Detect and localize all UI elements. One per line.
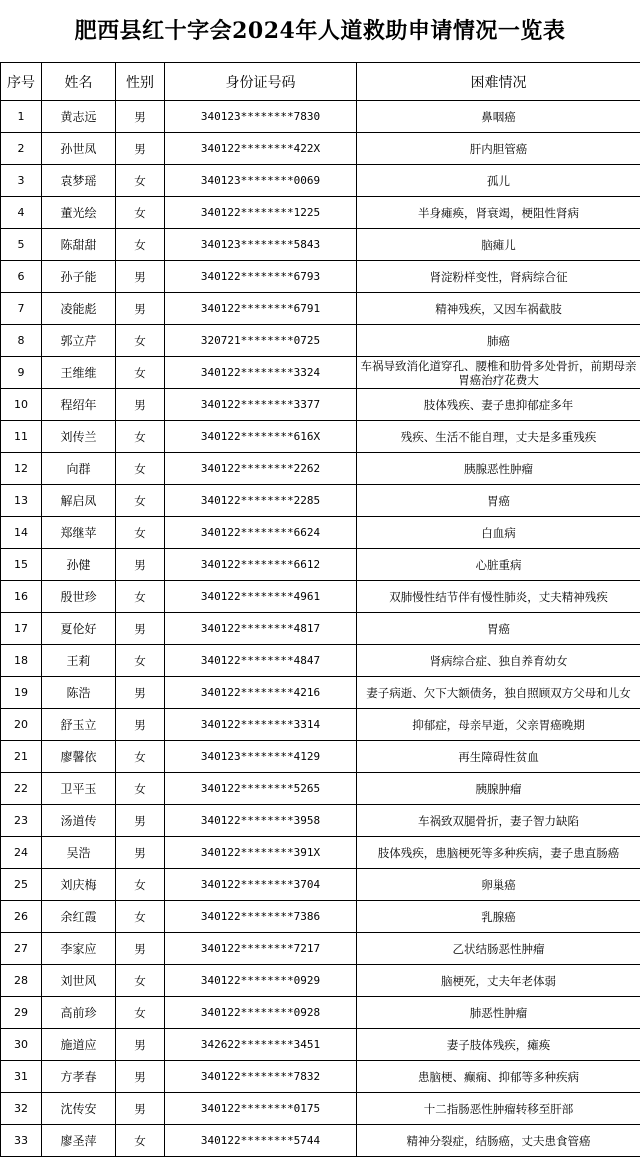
table-row [1,933,640,965]
row-situation: 精神分裂症，结肠癌，丈夫患食管癌 [357,1125,640,1157]
row-id-number: 340122********0929 [165,965,357,997]
row-gender: 男 [116,1061,165,1093]
row-seq: 12 [1,453,42,485]
row-gender: 女 [116,325,165,357]
row-gender: 女 [116,997,165,1029]
table-row [1,517,640,549]
row-name: 夏伦好 [42,613,116,645]
row-seq: 14 [1,517,42,549]
row-situation: 胃癌 [357,485,640,517]
row-name: 孙世凤 [42,133,116,165]
row-gender: 女 [116,453,165,485]
row-gender: 男 [116,389,165,421]
row-name: 方孝春 [42,1061,116,1093]
row-seq: 5 [1,229,42,261]
table-row [1,581,640,613]
row-gender: 女 [116,517,165,549]
header-name: 姓名 [42,63,116,101]
row-id-number: 340122********4961 [165,581,357,613]
row-seq: 28 [1,965,42,997]
row-seq: 33 [1,1125,42,1157]
row-name: 凌能彪 [42,293,116,325]
row-id-number: 340122********6791 [165,293,357,325]
row-situation: 乳腺癌 [357,901,640,933]
row-gender: 女 [116,165,165,197]
table-row [1,1061,640,1093]
row-id-number: 340122********3958 [165,805,357,837]
row-id-number: 340122********3314 [165,709,357,741]
row-seq: 9 [1,357,42,389]
row-seq: 31 [1,1061,42,1093]
row-seq: 18 [1,645,42,677]
row-gender: 男 [116,837,165,869]
table-body [1,101,640,1157]
table-row [1,901,640,933]
row-situation: 车祸致双腿骨折，妻子智力缺陷 [357,805,640,837]
row-situation: 肾病综合症、独自养育幼女 [357,645,640,677]
row-id-number: 340122********2262 [165,453,357,485]
page-title: 肥西县红十字会2024年人道救助申请情况一览表 [74,18,566,44]
row-id-number: 340122********3324 [165,357,357,389]
table-row [1,1029,640,1061]
row-name: 刘庆梅 [42,869,116,901]
table-row [1,389,640,421]
row-name: 黄志远 [42,101,116,133]
row-seq: 6 [1,261,42,293]
row-situation: 肺恶性肿瘤 [357,997,640,1029]
row-situation: 鼻咽癌 [357,101,640,133]
row-name: 吴浩 [42,837,116,869]
row-seq: 11 [1,421,42,453]
row-id-number: 340122********5265 [165,773,357,805]
row-situation: 孤儿 [357,165,640,197]
table-row [1,261,640,293]
row-gender: 男 [116,101,165,133]
row-id-number: 340122********6624 [165,517,357,549]
row-name: 陈浩 [42,677,116,709]
row-name: 余红霞 [42,901,116,933]
row-seq: 20 [1,709,42,741]
row-name: 高前珍 [42,997,116,1029]
row-name: 郭立芹 [42,325,116,357]
row-gender: 女 [116,1125,165,1157]
row-seq: 15 [1,549,42,581]
row-gender: 女 [116,901,165,933]
header-seq: 序号 [1,63,42,101]
row-seq: 2 [1,133,42,165]
row-seq: 23 [1,805,42,837]
table-row [1,229,640,261]
row-situation: 胰腺恶性肿瘤 [357,453,640,485]
row-seq: 21 [1,741,42,773]
table-row [1,677,640,709]
row-seq: 3 [1,165,42,197]
row-name: 向群 [42,453,116,485]
row-seq: 24 [1,837,42,869]
row-situation: 脑瘫儿 [357,229,640,261]
row-situation: 患脑梗、癫痫、抑郁等多种疾病 [357,1061,640,1093]
row-gender: 女 [116,229,165,261]
row-id-number: 340122********6793 [165,261,357,293]
row-seq: 7 [1,293,42,325]
row-id-number: 340122********5744 [165,1125,357,1157]
row-name: 郑继苹 [42,517,116,549]
row-gender: 男 [116,133,165,165]
row-situation: 妻子肢体残疾，瘫痪 [357,1029,640,1061]
row-situation: 再生障碍性贫血 [357,741,640,773]
row-id-number: 340123********4129 [165,741,357,773]
table-row [1,421,640,453]
row-gender: 男 [116,549,165,581]
row-name: 刘世风 [42,965,116,997]
table-row [1,805,640,837]
row-name: 施道应 [42,1029,116,1061]
table-row [1,837,640,869]
row-situation: 肢体残疾、妻子患抑郁症多年 [357,389,640,421]
table-row [1,869,640,901]
table-row [1,325,640,357]
row-gender: 男 [116,613,165,645]
row-id-number: 320721********0725 [165,325,357,357]
row-name: 廖馨依 [42,741,116,773]
table-row [1,485,640,517]
row-situation: 乙状结肠恶性肿瘤 [357,933,640,965]
row-gender: 男 [116,805,165,837]
row-seq: 29 [1,997,42,1029]
row-id-number: 340122********3704 [165,869,357,901]
row-id-number: 340122********2285 [165,485,357,517]
row-id-number: 340122********6612 [165,549,357,581]
row-seq: 10 [1,389,42,421]
table-row [1,645,640,677]
row-gender: 男 [116,1093,165,1125]
row-gender: 男 [116,709,165,741]
table-row [1,741,640,773]
row-name: 殷世珍 [42,581,116,613]
row-name: 陈甜甜 [42,229,116,261]
row-gender: 女 [116,421,165,453]
row-id-number: 340122********0928 [165,997,357,1029]
row-id-number: 340122********391X [165,837,357,869]
row-id-number: 340122********4817 [165,613,357,645]
row-situation: 胃癌 [357,613,640,645]
row-name: 解启凤 [42,485,116,517]
table-row [1,709,640,741]
row-seq: 19 [1,677,42,709]
row-gender: 男 [116,677,165,709]
aid-table [0,62,640,1157]
row-gender: 女 [116,965,165,997]
table-row [1,1125,640,1157]
header-situation: 困难情况 [357,63,640,101]
row-seq: 16 [1,581,42,613]
row-seq: 8 [1,325,42,357]
row-name: 董光绘 [42,197,116,229]
row-seq: 22 [1,773,42,805]
header-gender: 性别 [116,63,165,101]
row-id-number: 342622********3451 [165,1029,357,1061]
row-name: 袁梦瑶 [42,165,116,197]
row-situation: 抑郁症，母亲早逝，父亲胃癌晚期 [357,709,640,741]
table-row [1,165,640,197]
header-id-number: 身份证号码 [165,63,357,101]
table-row [1,293,640,325]
row-name: 程绍年 [42,389,116,421]
row-gender: 女 [116,485,165,517]
row-name: 沈传安 [42,1093,116,1125]
row-id-number: 340122********7386 [165,901,357,933]
row-id-number: 340122********616X [165,421,357,453]
row-id-number: 340122********3377 [165,389,357,421]
table-row [1,965,640,997]
row-situation: 肝内胆管癌 [357,133,640,165]
row-seq: 26 [1,901,42,933]
row-situation: 妻子病逝、欠下大额债务，独自照顾双方父母和儿女 [357,677,640,709]
row-gender: 女 [116,357,165,389]
row-name: 廖圣萍 [42,1125,116,1157]
row-situation: 肺癌 [357,325,640,357]
row-name: 汤道传 [42,805,116,837]
row-situation: 十二指肠恶性肿瘤转移至肝部 [357,1093,640,1125]
row-gender: 女 [116,581,165,613]
table-row [1,549,640,581]
row-situation: 胰腺肿瘤 [357,773,640,805]
row-name: 卫平玉 [42,773,116,805]
row-situation: 肾淀粉样变性，肾病综合征 [357,261,640,293]
row-seq: 30 [1,1029,42,1061]
row-id-number: 340123********0069 [165,165,357,197]
row-name: 孙健 [42,549,116,581]
table-row [1,613,640,645]
row-id-number: 340123********5843 [165,229,357,261]
row-id-number: 340122********4847 [165,645,357,677]
row-situation: 卵巢癌 [357,869,640,901]
row-situation: 车祸导致消化道穿孔、腰椎和肋骨多处骨折，前期母亲胃癌治疗花费大 [357,357,640,389]
row-gender: 男 [116,261,165,293]
table-row [1,357,640,389]
row-situation: 精神残疾，又因车祸截肢 [357,293,640,325]
table-row [1,453,640,485]
row-situation: 双肺慢性结节伴有慢性肺炎，丈夫精神残疾 [357,581,640,613]
row-gender: 男 [116,933,165,965]
row-id-number: 340122********7217 [165,933,357,965]
row-seq: 27 [1,933,42,965]
row-situation: 白血病 [357,517,640,549]
row-name: 舒玉立 [42,709,116,741]
row-situation: 心脏重病 [357,549,640,581]
row-id-number: 340122********0175 [165,1093,357,1125]
row-name: 李家应 [42,933,116,965]
row-name: 孙子能 [42,261,116,293]
row-gender: 女 [116,645,165,677]
table-row [1,197,640,229]
table-row [1,773,640,805]
row-situation: 脑梗死，丈夫年老体弱 [357,965,640,997]
row-seq: 17 [1,613,42,645]
row-gender: 女 [116,741,165,773]
row-seq: 32 [1,1093,42,1125]
row-situation: 肢体残疾，患脑梗死等多种疾病，妻子患直肠癌 [357,837,640,869]
row-seq: 13 [1,485,42,517]
table-row [1,997,640,1029]
row-gender: 女 [116,197,165,229]
table-row [1,133,640,165]
row-name: 王维维 [42,357,116,389]
row-gender: 女 [116,869,165,901]
table-row [1,1093,640,1125]
row-seq: 1 [1,101,42,133]
row-id-number: 340123********7830 [165,101,357,133]
row-name: 刘传兰 [42,421,116,453]
row-name: 王莉 [42,645,116,677]
row-id-number: 340122********1225 [165,197,357,229]
row-situation: 残疾、生活不能自理，丈夫是多重残疾 [357,421,640,453]
row-id-number: 340122********422X [165,133,357,165]
row-gender: 女 [116,773,165,805]
row-situation: 半身瘫痪，肾衰竭，梗阻性肾病 [357,197,640,229]
row-gender: 男 [116,293,165,325]
row-id-number: 340122********4216 [165,677,357,709]
row-id-number: 340122********7832 [165,1061,357,1093]
row-gender: 男 [116,1029,165,1061]
table-row [1,101,640,133]
row-seq: 4 [1,197,42,229]
row-seq: 25 [1,869,42,901]
table-header-row [1,63,640,101]
